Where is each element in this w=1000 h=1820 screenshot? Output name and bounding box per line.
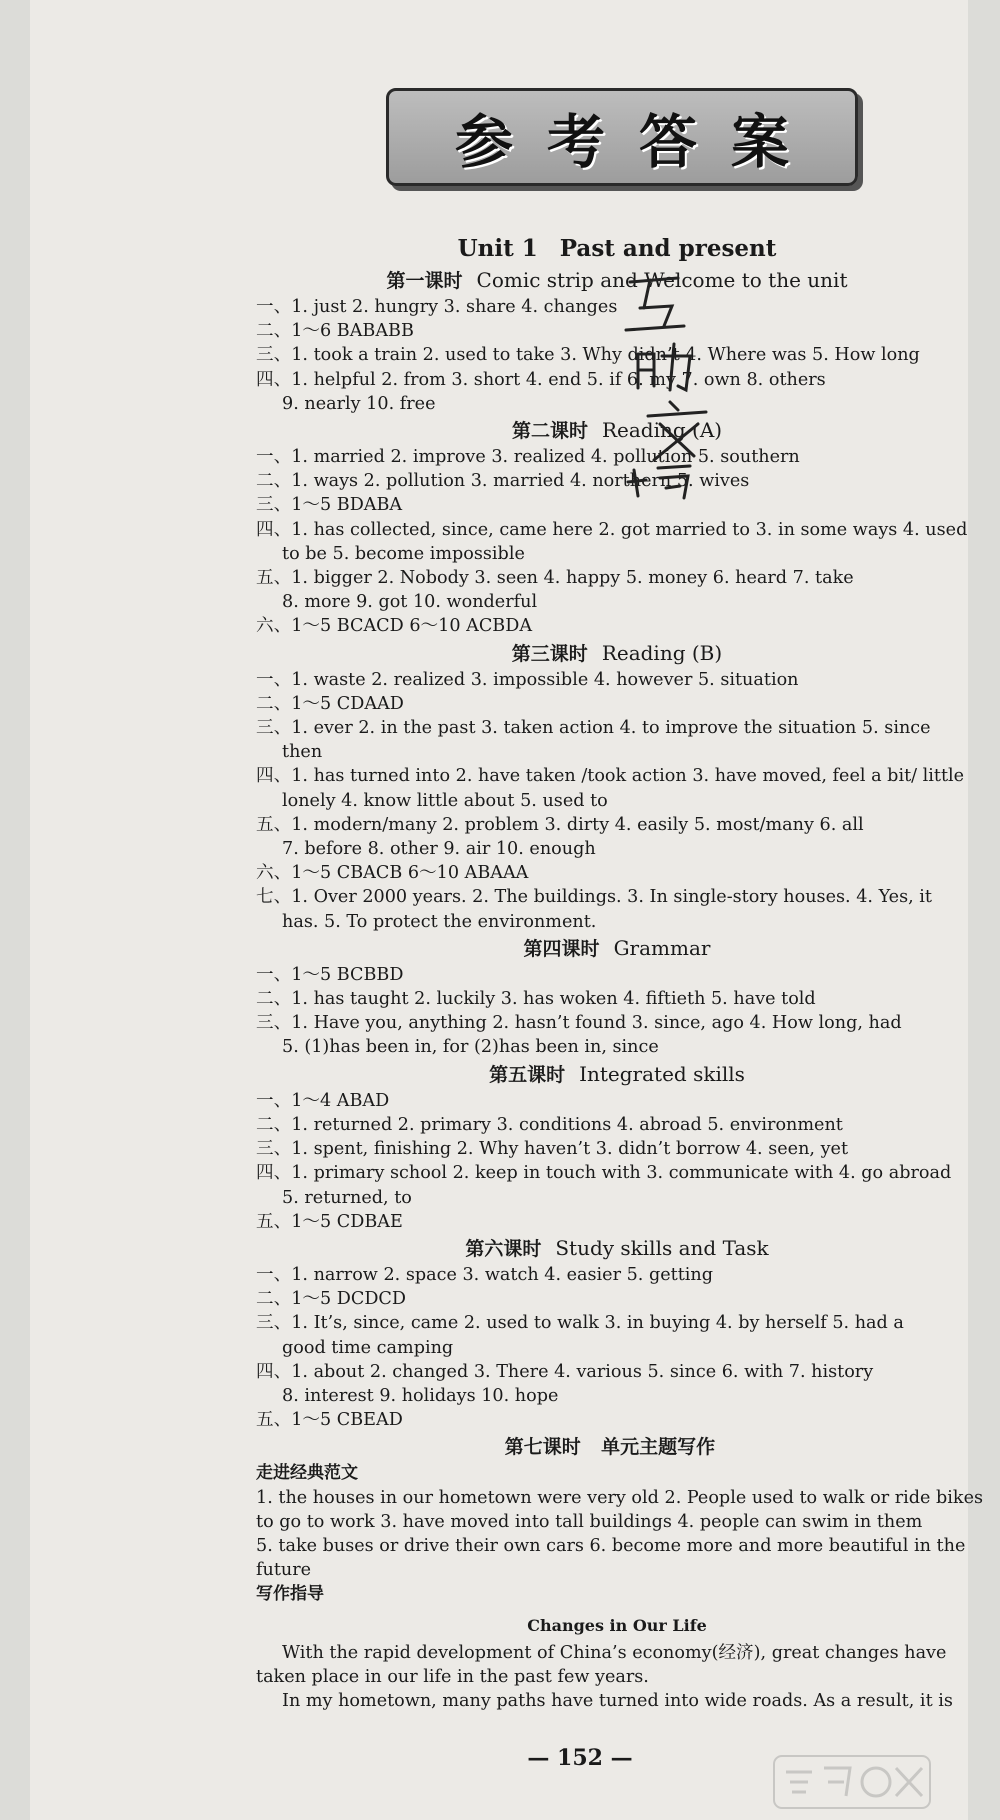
answer-line: 五、1. bigger 2. Nobody 3. seen 4. happy 5. money 6. heard 7. take	[256, 568, 854, 589]
section-title-en: Reading (A)	[601, 418, 723, 443]
answer-line: 7. before 8. other 9. air 10. enough	[282, 839, 596, 860]
writing-guide-heading: 写作指导	[256, 1584, 324, 1605]
answer-line: 5. returned, to	[282, 1187, 412, 1208]
essay-line: In my hometown, many paths have turned into wide roads. As a result, it is	[282, 1690, 953, 1711]
section-heading	[256, 266, 978, 295]
section-title-zh: 第六课时	[465, 1237, 542, 1260]
answer-line: 一、1～5 BCBBD	[256, 964, 404, 985]
answer-line: 三、1～5 BDABA	[256, 495, 403, 516]
section-heading	[256, 934, 978, 963]
answer-page	[30, 0, 984, 1820]
answer-line: 三、1. spent, finishing 2. Why haven’t 3. didn’t borrow 4. seen, yet	[256, 1139, 849, 1160]
handwritten-annotation	[620, 260, 740, 500]
answer-line: 二、1～5 CDAAD	[256, 693, 404, 714]
section-heading	[256, 639, 978, 668]
answer-line: 二、1. returned 2. primary 3. conditions 4. abroad 5. environment	[256, 1114, 843, 1135]
answer-line: 三、1. took a train 2. used to take 3. Why didn’t 4. Where was 5. How long	[256, 345, 920, 366]
answer-line: 四、1. has collected, since, came here 2. got married to 3. in some ways 4. used	[256, 519, 968, 540]
essay-title: Changes in Our Life	[527, 1615, 707, 1635]
answer-line: 一、1. just 2. hungry 3. share 4. changes	[256, 297, 618, 317]
page-number: — 152 —	[527, 1745, 633, 1771]
section-title-zh: 第三课时	[511, 642, 588, 665]
section-heading	[256, 416, 978, 445]
section-title-en: Integrated skills	[579, 1061, 745, 1086]
section-heading	[256, 1060, 978, 1089]
answer-line: 一、1～4 ABAD	[256, 1090, 390, 1111]
answer-line: has. 5. To protect the environment.	[282, 911, 597, 932]
section-title-zh: 第二课时	[511, 420, 588, 443]
answer-line: to be 5. become impossible	[282, 543, 525, 564]
model-answers	[256, 1486, 984, 1583]
unit-heading	[256, 232, 978, 266]
answer-line: lonely 4. know little about 5. used to	[282, 790, 608, 811]
section-title-zh2: 单元主题写作	[601, 1436, 716, 1459]
section-heading-writing	[256, 1432, 978, 1461]
answer-line: 四、1. has turned into 2. have taken /took action 3. have moved, feel a bit/ little	[256, 766, 965, 787]
title-banner	[386, 88, 858, 186]
answer-line: 四、1. primary school 2. keep in touch with 3. communicate with 4. go abroad	[256, 1163, 952, 1184]
model-essay-heading: 走进经典范文	[256, 1463, 358, 1484]
model-answer-line: to go to work 3. have moved into tall buildings 4. people can swim in them	[256, 1511, 923, 1532]
answer-line: 8. interest 9. holidays 10. hope	[282, 1385, 559, 1406]
section-title-en: Comic strip and Welcome to the unit	[476, 268, 848, 292]
section-title-zh: 第七课时	[504, 1436, 581, 1459]
essay-line: With the rapid development of China’s economy(经济), great changes have	[282, 1642, 947, 1663]
answer-line: 三、1. ever 2. in the past 3. taken action 4. to improve the situation 5. since	[256, 718, 931, 739]
answer-line: 8. more 9. got 10. wonderful	[282, 592, 538, 613]
answer-line: 二、1. ways 2. pollution 3. married 4. northern 5. wives	[256, 471, 750, 492]
answer-line: 一、1. narrow 2. space 3. watch 4. easier 5. getting	[256, 1264, 714, 1285]
answer-line: 五、1～5 CBEAD	[256, 1410, 403, 1431]
answer-line: then	[282, 742, 323, 763]
section-title-zh: 第五课时	[489, 1063, 566, 1086]
model-answer-line: 1. the houses in our hometown were very old 2. People used to walk or ride bikes	[256, 1487, 984, 1508]
answer-line: 五、1. modern/many 2. problem 3. dirty 4. easily 5. most/many 6. all	[256, 814, 864, 835]
answer-line: 5. (1)has been in, for (2)has been in, since	[282, 1037, 659, 1058]
answer-line: 五、1～5 CDBAE	[256, 1211, 403, 1232]
answer-line: 三、1. Have you, anything 2. hasn’t found 3. since, ago 4. How long, had	[256, 1013, 902, 1034]
answer-line: 二、1. has taught 2. luckily 3. has woken 4. fiftieth 5. have told	[256, 989, 816, 1010]
section-title-zh: 第一课时	[386, 270, 463, 292]
answer-line: 四、1. helpful 2. from 3. short 4. end 5. if 6. my 7. own 8. others	[256, 369, 826, 390]
watermark-logo	[772, 1754, 932, 1810]
answer-content	[256, 226, 984, 1713]
answer-line: 三、1. It’s, since, came 2. used to walk 3. in buying 4. by herself 5. had a	[256, 1313, 904, 1334]
lesson-sections	[256, 266, 978, 1432]
page-title: 参考答案	[454, 108, 823, 176]
section-title-zh: 第四课时	[523, 937, 600, 960]
section-title-en: Reading (B)	[601, 640, 723, 665]
answer-line: 四、1. about 2. changed 3. There 4. various 5. since 6. with 7. history	[256, 1361, 874, 1382]
answer-line: 9. nearly 10. free	[282, 393, 436, 414]
answer-line: 六、1～5 CBACB 6～10 ABAAA	[256, 863, 529, 884]
model-answer-line: future	[256, 1560, 312, 1581]
answer-line: good time camping	[282, 1337, 454, 1358]
answer-line: 六、1～5 BCACD 6～10 ACBDA	[256, 616, 533, 637]
section-heading	[256, 1234, 978, 1263]
section-title-en: Study skills and Task	[555, 1235, 769, 1260]
answer-line: 七、1. Over 2000 years. 2. The buildings. 3. In single-story houses. 4. Yes, it	[256, 887, 932, 908]
answer-line: 一、1. married 2. improve 3. realized 4. pollution 5. southern	[256, 447, 800, 468]
essay-line: taken place in our life in the past few years.	[256, 1666, 649, 1687]
unit-name: Past and present	[559, 235, 777, 262]
answer-line: 一、1. waste 2. realized 3. impossible 4. however 5. situation	[256, 669, 799, 690]
essay-body	[256, 1641, 978, 1714]
answer-line: 二、1～6 BABABB	[256, 321, 414, 342]
section-title-en: Grammar	[613, 935, 711, 960]
model-answer-line: 5. take buses or drive their own cars 6. become more and more beautiful in the	[256, 1535, 966, 1556]
unit-number: Unit 1	[457, 235, 538, 262]
answer-line: 二、1～5 DCDCD	[256, 1289, 407, 1310]
